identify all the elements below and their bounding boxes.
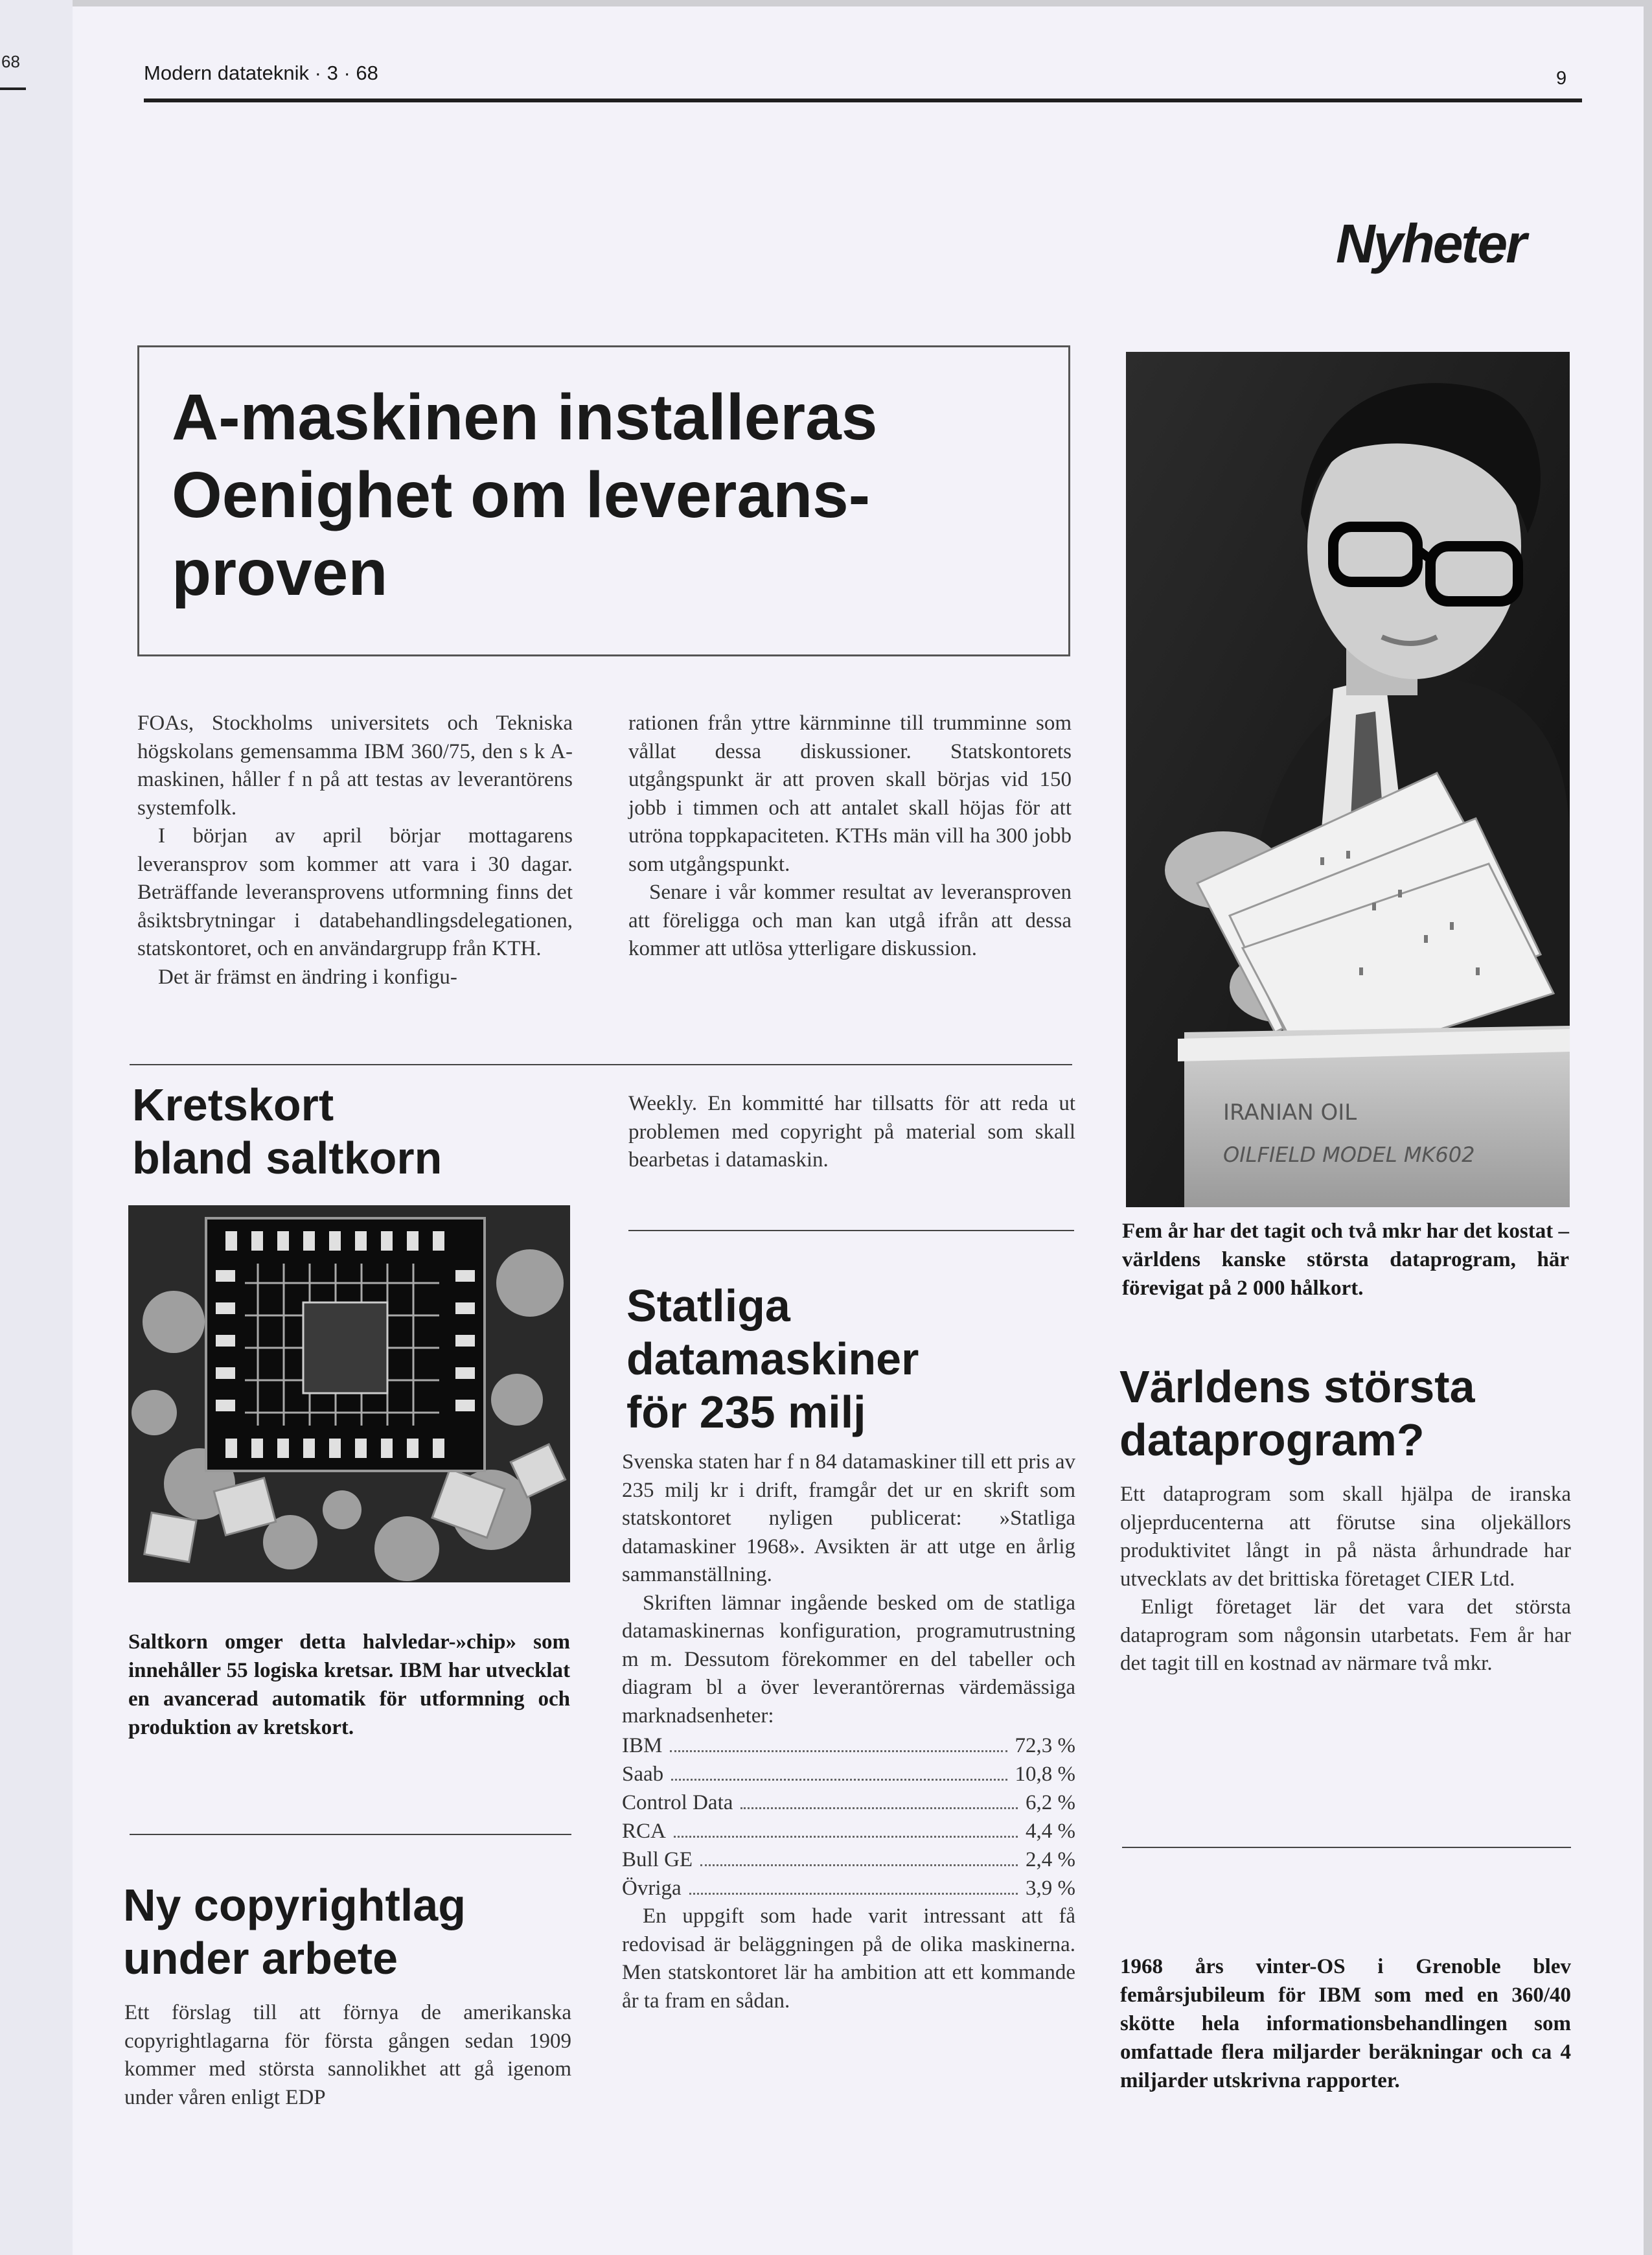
article1-paragraph: Det är främst en ändring i konfigu- — [158, 965, 457, 989]
article1-paragraph: FOAs, Stockholms universitets och Tekniska högskolans gemensamma IBM 360/75, den s k A-maskinen, håller f n på att testas av leverantörens systemfolk. — [137, 711, 573, 820]
article1-headline-line: Oenighet om leverans- — [172, 459, 871, 531]
punch-card-photo-image — [1126, 352, 1570, 1207]
market-share-value: 6,2 % — [1026, 1791, 1075, 1814]
article2-headline-line: bland saltkorn — [132, 1132, 442, 1183]
market-share-value: 3,9 % — [1026, 1877, 1075, 1900]
article5-paragraph: Ett dataprogram som skall hjälpa de iranska oljeprducenterna att förutse sina oljekällors produktivitet långt in på nästa århundrade har utvecklats av det brittiska företaget CIER Ltd. — [1120, 1483, 1571, 1591]
article-divider — [130, 1064, 1072, 1065]
punch-card-photo — [1126, 352, 1570, 1207]
leader-dots — [674, 1836, 1018, 1838]
article4-headline-line: Statliga — [626, 1280, 790, 1331]
article1-headline-line: proven — [172, 537, 388, 609]
article3-paragraph: Weekly. En kommitté har tillsatts för att reda ut problemen med copyright på material som skall bearbetas i datamaskin. — [628, 1092, 1075, 1172]
market-share-vendor: Övriga — [622, 1877, 682, 1900]
article3-column-1 — [124, 1999, 571, 2112]
article5-body — [1120, 1481, 1571, 1678]
article3-headline — [123, 1879, 466, 1985]
market-share-vendor: RCA — [622, 1820, 666, 1843]
article-divider — [1122, 1847, 1571, 1848]
leader-dots — [670, 1750, 1007, 1752]
leader-dots — [689, 1893, 1018, 1895]
article4-headline — [626, 1280, 919, 1439]
market-share-vendor: Bull GE — [622, 1848, 693, 1871]
leader-dots — [740, 1807, 1018, 1809]
article-divider — [130, 1834, 571, 1835]
article2-headline-line: Kretskort — [132, 1080, 334, 1130]
market-share-row — [622, 1845, 1075, 1874]
article5-headline — [1119, 1361, 1475, 1467]
article4-headline-line: datamaskiner — [626, 1333, 919, 1384]
article1-paragraph: I början av april börjar mottagarens leveransprov som kommer att vara i 30 dagar. Beträffande leveransprovens utformning finns det åsiktsbrytningar i databehandlingsdelegationen, statskontoret, och en användargrupp från KTH. — [137, 824, 573, 960]
article1-column-2 — [628, 710, 1072, 964]
margin-page-number: 68 — [1, 52, 20, 71]
page-number: 9 — [1556, 68, 1567, 89]
market-share-value: 4,4 % — [1026, 1820, 1075, 1843]
article5-headline-line: dataprogram? — [1119, 1414, 1425, 1465]
running-header-title: Modern datateknik · 3 · 68 — [144, 62, 378, 84]
article1-paragraph: Senare i vår kommer resultat av leveransproven att föreligga och man kan utgå ifrån att dessa kommer att utlösa ytterligare diskussion. — [628, 881, 1072, 960]
article4-paragraph: Skriften lämnar ingående besked om de statliga datamaskinernas konfiguration, programutrustning m m. Dessutom förekommer en del tabeller och diagram bl a över leverantörernas värdemässiga marknadsenheter: — [622, 1591, 1075, 1728]
headline-box — [137, 345, 1070, 656]
margin-rule — [0, 87, 26, 90]
article5-headline-line: Världens största — [1119, 1361, 1475, 1412]
header-rule — [144, 98, 1582, 102]
article4-paragraph: En uppgift som hade varit intressant att få redovisad är beläggningen på de olika maskinerna. Men statskontoret lär ha ambition att ett kommande år ta fram en sådan. — [622, 1904, 1075, 2013]
market-share-value: 10,8 % — [1015, 1763, 1075, 1786]
market-share-row — [622, 1760, 1075, 1788]
article3-paragraph: Ett förslag till att förnya de amerikanska copyrightlagarna för första gången sedan 1909 kommer med största sannolikhet att gå igenom under våren enligt EDP — [124, 2001, 571, 2109]
market-share-vendor: IBM — [622, 1734, 663, 1757]
chip-photo-image — [128, 1205, 570, 1582]
market-share-vendor: Control Data — [622, 1791, 733, 1814]
article1-paragraph: rationen från yttre kärnminne till trumminne som vållat dessa diskussioner. Statskontorets utgångspunkt är att proven skall börjas vid 150 jobb i timmen och att antalet skall höjas för att utröna toppkapaciteten. KTHs män vill ha 300 jobb som utgångspunkt. — [628, 711, 1072, 876]
article2-headline — [132, 1079, 442, 1185]
market-share-row — [622, 1874, 1075, 1902]
market-share-row — [622, 1817, 1075, 1845]
article5-paragraph: Enligt företaget lär det vara det största dataprogram som någonsin utarbetats. Fem år har det tagit till en kostnad av närmare två mkr. — [1120, 1595, 1571, 1675]
article1-column-1 — [137, 710, 573, 991]
article3-headline-line: under arbete — [123, 1932, 398, 1983]
article4-body — [622, 1448, 1075, 2015]
market-share-value: 2,4 % — [1026, 1848, 1075, 1871]
magazine-page — [73, 6, 1644, 2255]
previous-page-edge — [0, 0, 73, 2255]
market-share-vendor: Saab — [622, 1763, 664, 1786]
article3-column-2 — [628, 1090, 1075, 1175]
market-share-value: 72,3 % — [1015, 1734, 1075, 1757]
article3-headline-line: Ny copyrightlag — [123, 1880, 466, 1930]
article4-headline-line: för 235 milj — [626, 1386, 866, 1437]
article1-headline — [172, 378, 877, 612]
market-share-list — [622, 1731, 1075, 1902]
section-label: Nyheter — [1336, 213, 1525, 274]
card-box-label: IRANIAN OIL — [1223, 1100, 1357, 1126]
olympics-notice: 1968 års vinter-OS i Grenoble blev femårsjubileum för IBM som med en 360/40 skötte hela informationsbehandlingen som omfattade flera miljarder beräkningar och ca 4 miljarder utskrivna rapporter. — [1120, 1955, 1571, 2092]
market-share-row — [622, 1788, 1075, 1817]
leader-dots — [700, 1864, 1018, 1866]
article1-headline-line: A-maskinen installeras — [172, 381, 878, 454]
punch-card-photo-caption: Fem år har det tagit och två mkr har det kostat – världens kanske största dataprogram, här förevigat på 2 000 hålkort. — [1122, 1220, 1569, 1300]
article-divider — [628, 1230, 1074, 1231]
market-share-row — [622, 1731, 1075, 1760]
chip-photo — [128, 1205, 570, 1582]
article4-paragraph: Svenska staten har f n 84 datamaskiner till ett pris av 235 milj kr i drift, framgår det ur en skrift som statskontoret nyligen publicerat: »Statliga datamaskiner 1968». Avsikten är att utge en årlig sammanställning. — [622, 1450, 1075, 1586]
card-box-label: OILFIELD MODEL MK602 — [1223, 1142, 1475, 1167]
leader-dots — [671, 1779, 1007, 1781]
chip-photo-caption: Saltkorn omger detta halvledar-»chip» som innehåller 55 logiska kretsar. IBM har utvecklat en avancerad automatik för utformning och produktion av kretskort. — [128, 1630, 570, 1739]
